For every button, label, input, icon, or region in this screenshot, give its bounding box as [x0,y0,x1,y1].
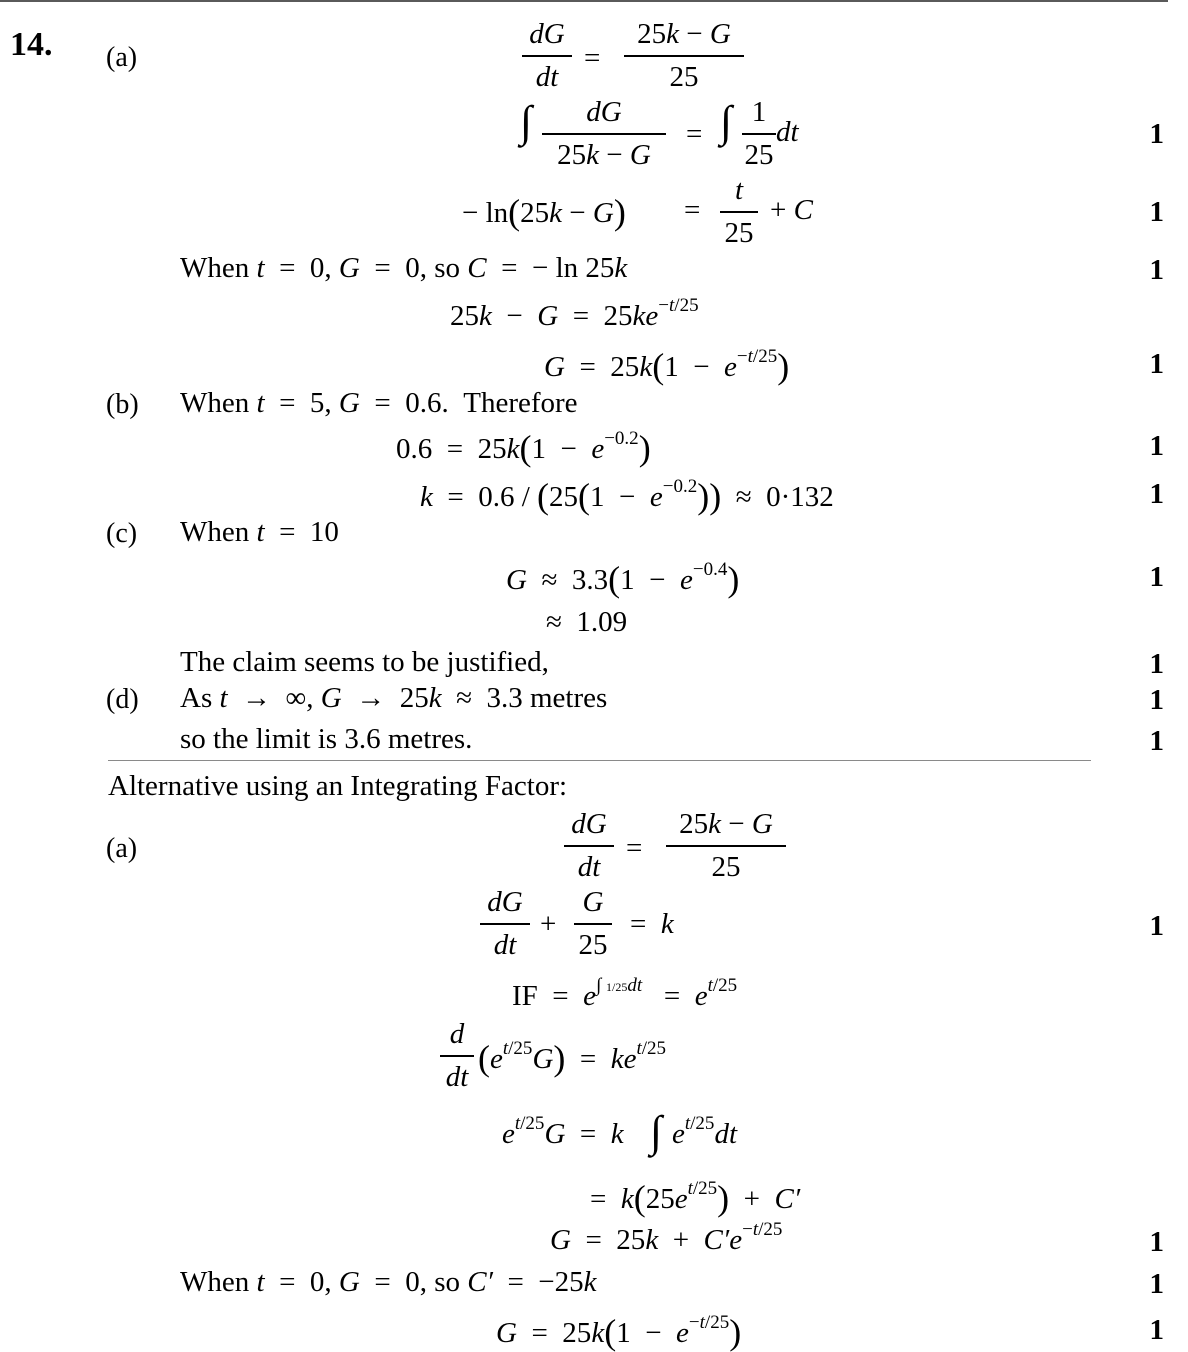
mark: 1 [1149,254,1164,286]
eq-b-condition: When t = 5, G = 0.6. Therefore [180,387,578,419]
section-divider [108,760,1091,761]
top-rule [0,0,1168,2]
eq-a-solution: $G = 25k(1 - e^{-t/25})$ [544,346,790,386]
part-b-label: (b) [106,389,139,420]
mark: 1 [1149,118,1164,150]
mark: 1 [1149,648,1164,680]
mark: 1 [1149,910,1164,942]
part-c-label: (c) [106,518,138,549]
mark: 1 [1149,725,1164,757]
mark: 1 [1149,1268,1164,1300]
eq-b-k: $k = 0.6 / (25(1 - e^{-0.2})) \approx 0\cdot 132$ [420,476,834,516]
part-a-alt-label: (a) [106,833,138,864]
eq-c-value: ≈ 1.09 [546,606,628,638]
eq-a-initial: When t = 0, G = 0, so C = − ln 25k [180,252,628,284]
mark: 1 [1149,348,1164,380]
mark: 1 [1149,1314,1164,1346]
limit-conclusion: so the limit is 3.6 metres. [180,723,473,755]
mark: 1 [1149,561,1164,593]
part-d-label: (d) [106,684,139,715]
eq-alt-initial: When t = 0, G = 0, so C′ = −25k [180,1266,597,1298]
part-a-label: (a) [106,42,138,73]
eq-a-exp: $25k - G = 25ke^{-t/25}$ [450,295,699,332]
mark: 1 [1149,196,1164,228]
mark: 1 [1149,430,1164,462]
eq-alt-result: = $k(25e^{t/25}) + C'$ [590,1178,801,1218]
eq-c-g: $G \approx 3.3(1 - e^{-0.4})$ [506,559,740,599]
eq-c-condition: When t = 10 [180,516,339,548]
alternative-heading: Alternative using an Integrating Factor: [108,770,568,802]
mark: 1 [1149,478,1164,510]
eq-alt-solution: $G = 25k(1 - e^{-t/25})$ [496,1312,742,1352]
claim-text: The claim seems to be justified, [180,646,549,678]
eq-alt-if: IF = $e^{\int 1/25dt} = e^{t/25}$ [512,975,738,1012]
mark: 1 [1149,684,1164,716]
eq-alt-g: $G = 25k + C'e^{-t/25}$ [550,1219,783,1256]
eq-d-limit: As t → ∞, G → 25k ≈ 3.3 metres [180,682,608,714]
eq-b-substitute: $0.6 = 25k(1 - e^{-0.2})$ [396,428,651,468]
mark: 1 [1149,1226,1164,1258]
question-number: 14. [10,26,53,63]
